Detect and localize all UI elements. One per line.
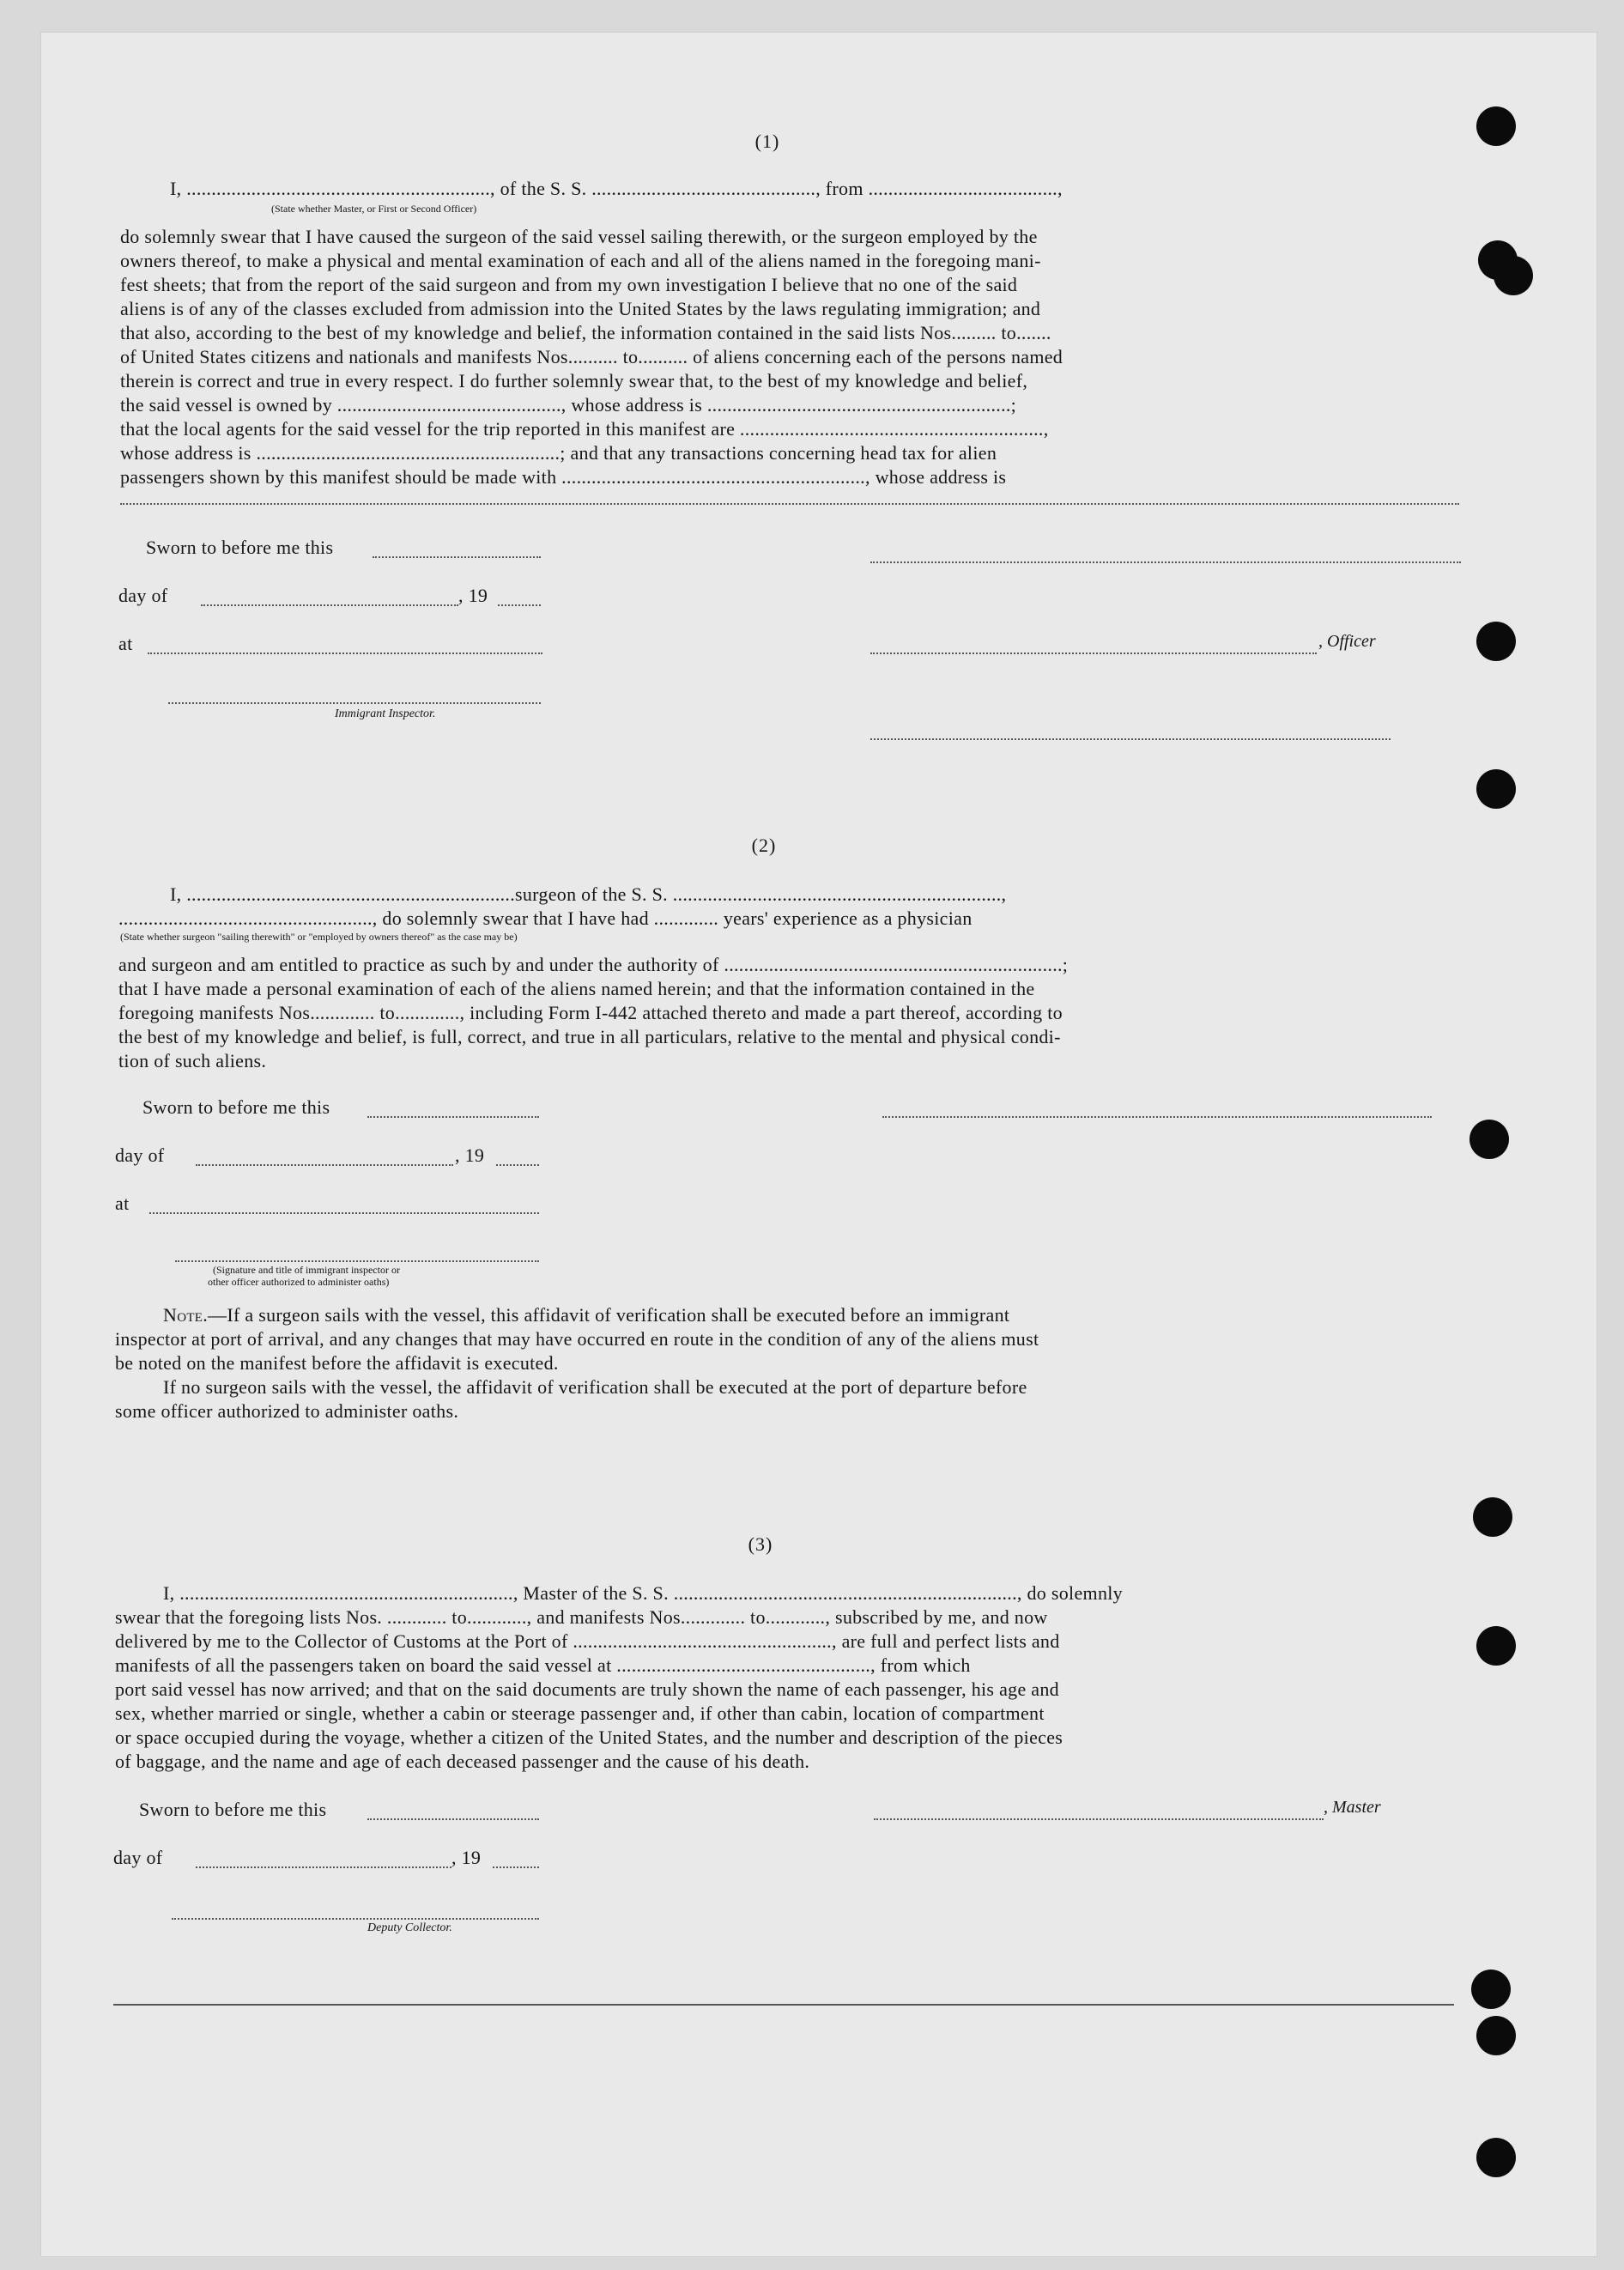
section-2-paragraph: the best of my knowledge and belief, is full, correct, and true in all particulars, relative to the mental and physical condi- <box>118 1026 1061 1047</box>
section-2-oath-line: I, ..................................................................surgeon of the S. S. .................................................................., <box>170 883 1007 905</box>
note-heading: Note. <box>163 1304 209 1326</box>
at-label: at <box>118 633 133 654</box>
collector-signature-line[interactable] <box>172 1918 539 1920</box>
section-3-paragraph: of baggage, and the name and age of each deceased passenger and the cause of his death. <box>115 1751 810 1772</box>
note-paragraph: some officer authorized to administer oaths. <box>115 1400 459 1422</box>
at-field[interactable] <box>148 652 542 654</box>
sworn-label: Sworn to before me this <box>142 1096 330 1118</box>
sworn-label: Sworn to before me this <box>139 1799 327 1820</box>
section-3-label: (3) <box>748 1533 773 1555</box>
note-paragraph <box>163 1303 1009 1327</box>
form-sheet <box>41 33 1597 2256</box>
section-3-paragraph: manifests of all the passengers taken on board the said vessel at ..................................................., from which <box>115 1654 971 1676</box>
sworn-label: Sworn to before me this <box>146 537 334 558</box>
section-1-paragraph: do solemnly swear that I have caused the surgeon of the said vessel sailing therewith, or the surgeon employed by the <box>120 226 1038 247</box>
punch-hole <box>1469 1120 1509 1159</box>
section-1-paragraph: the said vessel is owned by ............................................., whose address is .............................................................; <box>120 394 1017 416</box>
punch-hole <box>1476 622 1516 661</box>
note-paragraph: inspector at port of arrival, and any changes that may have occurred en route in the condition of any of the aliens must <box>115 1328 1039 1350</box>
section-1-label: (1) <box>754 130 780 152</box>
punch-hole <box>1476 769 1516 809</box>
surgeon-caption: (State whether surgeon "sailing therewith" or "employed by owners thereof" as the case may be) <box>120 931 518 943</box>
punch-hole <box>1476 1626 1516 1666</box>
section-1-paragraph: passengers shown by this manifest should be made with ............................................................., whose address is <box>120 466 1007 488</box>
officer-label: , Officer <box>1318 632 1376 651</box>
day-of-field[interactable] <box>201 604 458 606</box>
year-label: , 19 <box>458 585 488 606</box>
section-3-paragraph: or space occupied during the voyage, whether a citizen of the United States, and the number and description of the pieces <box>115 1727 1063 1748</box>
note-text: —If a surgeon sails with the vessel, this affidavit of verification shall be executed before an immigrant <box>208 1304 1010 1326</box>
note-paragraph: If no surgeon sails with the vessel, the affidavit of verification shall be executed at the port of departure before <box>163 1376 1027 1398</box>
day-of-field[interactable] <box>196 1164 453 1166</box>
day-of-label: day of <box>113 1847 163 1868</box>
year-label: , 19 <box>455 1144 485 1166</box>
year-field[interactable] <box>493 1866 539 1868</box>
year-field[interactable] <box>498 604 541 606</box>
punch-hole <box>1494 256 1533 295</box>
at-label: at <box>115 1193 130 1214</box>
inspector-signature-line[interactable] <box>175 1260 539 1262</box>
section-1-paragraph: owners thereof, to make a physical and mental examination of each and all of the aliens named in the foregoing mani- <box>120 250 1041 271</box>
signature-caption: (Signature and title of immigrant inspector or <box>213 1264 400 1276</box>
section-3-paragraph: swear that the foregoing lists Nos. ............ to............, and manifests Nos............. to............, subscribed by me, and now <box>115 1606 1048 1628</box>
section-2-label: (2) <box>751 835 777 856</box>
section-3-paragraph: delivered by me to the Collector of Customs at the Port of ...................................................., are full and perfect lists and <box>115 1630 1060 1652</box>
section-2-paragraph: and surgeon and am entitled to practice as such by and under the authority of ....................................................................; <box>118 954 1069 975</box>
day-of-label: day of <box>118 585 168 606</box>
day-of-label: day of <box>115 1144 165 1166</box>
punch-hole <box>1471 1970 1511 2009</box>
sworn-date-field[interactable] <box>367 1818 539 1820</box>
master-signature-line[interactable] <box>874 1818 1324 1820</box>
punch-hole <box>1476 2016 1516 2055</box>
section-1-paragraph: that also, according to the best of my knowledge and belief, the information contained in the said lists Nos......... to....... <box>120 322 1051 343</box>
section-2-paragraph: foregoing manifests Nos............. to............., including Form I-442 attached thereto and made a part thereof, according to <box>118 1002 1063 1023</box>
signature-caption: other officer authorized to administer oaths) <box>208 1276 390 1288</box>
inspector-signature-line[interactable] <box>168 702 541 704</box>
bleed-through <box>1123 127 1134 149</box>
master-label: , Master <box>1324 1798 1381 1817</box>
punch-hole <box>1473 1497 1512 1537</box>
section-1-paragraph: aliens is of any of the classes excluded from admission into the United States by the laws regulating immigration; and <box>120 298 1041 319</box>
section-1-paragraph: fest sheets; that from the report of the said surgeon and from my own investigation I believe that no one of the said <box>120 274 1018 295</box>
sworn-date-field[interactable] <box>373 556 541 558</box>
year-label: , 19 <box>451 1847 482 1868</box>
section-2-experience-line: ..................................................., do solemnly swear that I have had ............. years' experience as a physician <box>118 907 973 929</box>
punch-hole <box>1476 106 1516 146</box>
officer-signature-line[interactable] <box>870 561 1461 563</box>
officer-caption: (State whether Master, or First or Second Officer) <box>271 203 477 215</box>
sworn-date-field[interactable] <box>367 1116 539 1118</box>
section-1-oath-line: I, ............................................................., of the S. S. ............................................., from ......................................, <box>170 178 1063 199</box>
section-1-paragraph: that the local agents for the said vessel for the trip reported in this manifest are ............................................................., <box>120 418 1049 440</box>
section-2-paragraph: tion of such aliens. <box>118 1050 267 1071</box>
bottom-rule <box>113 2004 1454 2006</box>
note-paragraph: be noted on the manifest before the affidavit is executed. <box>115 1352 559 1374</box>
section-1-paragraph: therein is correct and true in every respect. I do further solemnly swear that, to the best of my knowledge and belief, <box>120 370 1028 391</box>
extra-line <box>870 738 1391 740</box>
section-3-paragraph: port said vessel has now arrived; and that on the said documents are truly shown the name of each passenger, his age and <box>115 1678 1059 1700</box>
surgeon-signature-line[interactable] <box>882 1116 1432 1118</box>
punch-hole <box>1476 2138 1516 2177</box>
year-field[interactable] <box>496 1164 539 1166</box>
section-2-paragraph: that I have made a personal examination of each of the aliens named herein; and that the information contained in the <box>118 978 1035 999</box>
section-1-paragraph: of United States citizens and nationals and manifests Nos.......... to.......... of aliens concerning each of the persons named <box>120 346 1063 367</box>
immigrant-inspector-label: Immigrant Inspector. <box>335 707 436 720</box>
officer-title-line[interactable] <box>870 652 1317 654</box>
at-field[interactable] <box>149 1212 539 1214</box>
section-3-paragraph: I, ..................................................................., Master of the S. S. ....................................................................., do solemnly <box>163 1582 1123 1604</box>
section-1-paragraph: whose address is .............................................................; and that any transactions concerning head tax for alien <box>120 442 997 464</box>
section-3-paragraph: sex, whether married or single, whether a cabin or steerage passenger and, if other than cabin, location of compartment <box>115 1702 1045 1724</box>
day-of-field[interactable] <box>196 1866 451 1868</box>
address-line[interactable] <box>120 503 1459 505</box>
deputy-collector-label: Deputy Collector. <box>367 1921 452 1934</box>
